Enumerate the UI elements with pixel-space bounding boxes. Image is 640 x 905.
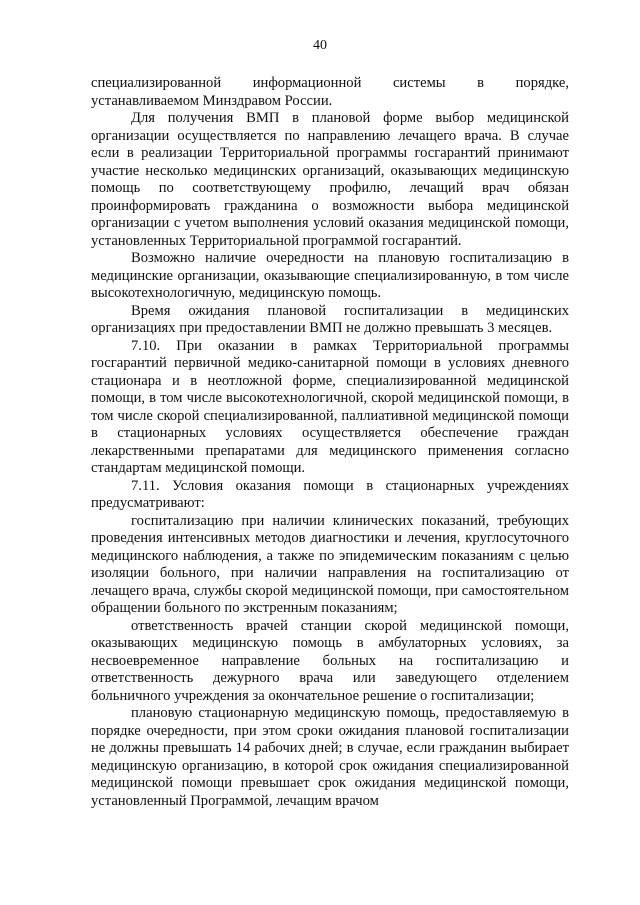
paragraph-doctor-responsibility: ответственность врачей станции скорой медицинской помощи, оказывающих медицинскую помощь в амбулаторных условиях, за несвоевременное направление больных на госпитализацию и ответственность дежурного врача или заведующего отделением больничного учреждения за окончательное решение о госпитализации; — [91, 617, 569, 704]
paragraph-planned-inpatient-care: плановую стационарную медицинскую помощь, предоставляемую в порядке очередности, при этом сроки ожидания плановой госпитализации не должны превышать 14 рабочих дней; в случае, если гражданин выбирает медицинскую организацию, в которой срок ожидания специализированной медицинской помощи превышает срок ожидания медицинской помощи, установленный Программой, лечащим врачом — [91, 705, 569, 809]
page-number: 40 — [313, 38, 327, 53]
paragraph-waiting-time: Время ожидания плановой госпитализации в медицинских организациях при предоставлении ВМП не должно превышать 3 месяцев. — [91, 302, 569, 336]
paragraph-hospitalization-conditions: госпитализацию при наличии клинических показаний, требующих проведения интенсивных методов диагностики и лечения, круглосуточного медицинского наблюдения, а также по эпидемическим показаниям с целью изоляции больного, при наличии направления на госпитализацию от лечащего врача, службы скорой медицинской помощи, при самостоятельном обращении больного по экстренным показаниям; — [91, 512, 569, 616]
paragraph-intro-continuation: специализированной информационной системы в порядке, устанавливаемом Минздравом России. — [91, 75, 569, 109]
paragraph-section-7-10: 7.10. При оказании в рамках Территориальной программы госгарантий первичной медико-санитарной помощи в условиях дневного стационара и в неотложной форме, специализированной медицинской помощи, в том числе высокотехнологичной, скорой медицинской помощи, в том числе скорой специализированной, паллиативной медицинской помощи в стационарных условиях осуществляется обеспечение граждан лекарственными препаратами для медицинского применения согласно стандартам медицинской помощи. — [91, 337, 569, 476]
paragraph-vmp-planned-form: Для получения ВМП в плановой форме выбор медицинской организации осуществляется по направлению лечащего врача. В случае если в реализации Территориальной программы госгарантий принимают участие несколько медицинских организаций, оказывающих медицинскую помощь по соответствующему профилю, лечащий врач обязан проинформировать гражданина о возможности выбора медицинской организации с учетом выполнения условий оказания медицинской помощи, установленных Территориальной программой госгарантий. — [91, 110, 569, 249]
paragraph-hospitalization-queue: Возможно наличие очередности на плановую госпитализацию в медицинские организации, оказывающие специализированную, в том числе высокотехнологичную, медицинскую помощь. — [91, 250, 569, 301]
document-body — [91, 75, 569, 810]
paragraph-section-7-11: 7.11. Условия оказания помощи в стационарных учреждениях предусматривают: — [91, 477, 569, 511]
